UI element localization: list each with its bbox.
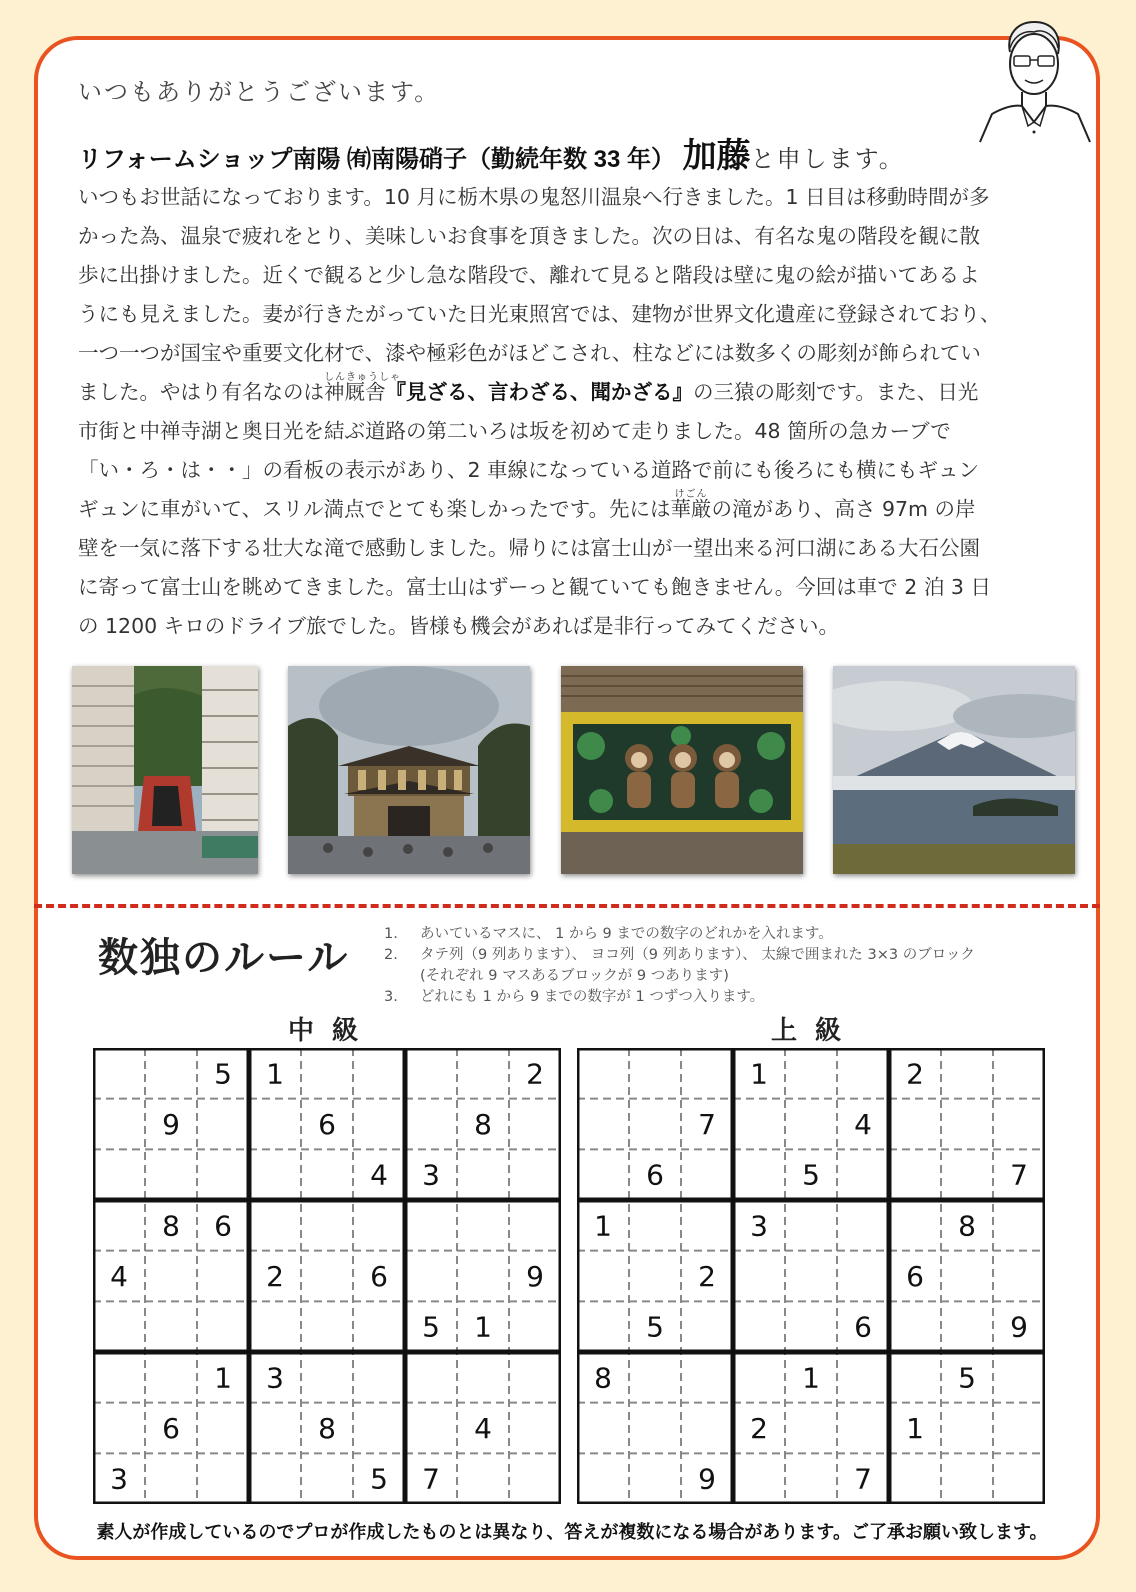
sudoku-given-digit: 6 (854, 1310, 872, 1344)
sudoku-given-digit: 6 (162, 1412, 180, 1445)
article-text-segment: ました。やはり有名なのは (78, 380, 324, 404)
sudoku-given-digit: 4 (854, 1108, 872, 1141)
ruby-shinkyusha (324, 372, 401, 404)
article-text-segment: の滝があり、高さ 97m の岸 (711, 497, 976, 521)
sudoku-given-digit: 1 (214, 1361, 232, 1395)
onigaidan-photo (72, 666, 258, 874)
rule-item: 3. どれにも 1 から 9 までの数字が 1 つずつ入ります。 (384, 989, 765, 1005)
sudoku-given-digit: 6 (906, 1260, 924, 1293)
sudoku-given-digit: 6 (214, 1209, 232, 1243)
article-line: 市街と中禅寺湖と奥日光を結ぶ道路の第二いろは坂を初めて走りました。48 箇所の急カーブで (78, 419, 951, 443)
sudoku-given-digit: 6 (646, 1158, 664, 1192)
sudoku-given-digit: 5 (214, 1057, 232, 1091)
article-line (78, 490, 1074, 529)
rule-item: 2. タテ列（9 列あります）、 ヨコ列（9 列あります）、 太線で囲まれた 3×3 のブロック (384, 947, 975, 963)
sudoku-given-digit: 9 (698, 1462, 716, 1496)
sudoku-given-digit: 3 (266, 1361, 284, 1395)
sudoku-given-digit: 1 (802, 1361, 820, 1395)
article-text-segment: ギュンに車がいて、スリル満点でとても楽しかったです。先には (78, 497, 671, 521)
article-line: 歩に出掛けました。近くで観ると少し急な階段で、離れて見ると階段は壁に鬼の絵が描いてあるよ (78, 263, 980, 287)
sudoku-given-digit: 9 (1010, 1310, 1028, 1344)
sudoku-given-digit: 3 (110, 1462, 128, 1496)
sudoku-grid-advanced[interactable] (577, 1048, 1045, 1504)
greeting: いつもありがとうございます。 (78, 78, 441, 106)
sudoku-given-digit: 4 (370, 1158, 388, 1192)
sudoku-given-digit: 1 (750, 1057, 768, 1091)
article-line: かった為、温泉で疲れをとり、美味しいお食事を頂きました。次の日は、有名な鬼の階段を観に散 (78, 224, 980, 248)
sudoku-given-digit: 4 (474, 1412, 492, 1445)
sudoku-given-digit: 3 (750, 1209, 768, 1243)
author-portrait-illustration (970, 14, 1100, 144)
sudoku-given-digit: 2 (750, 1412, 768, 1445)
article-text (78, 178, 1074, 646)
ruby-text: しんきゅうしゃ (324, 372, 401, 383)
toshogu-gate-photo (288, 666, 530, 874)
rule-item: 1. あいているマスに、 1 から 9 までの数字のどれかを入れます。 (384, 926, 833, 942)
sudoku-given-digit: 8 (318, 1412, 336, 1445)
footer-note: 素人が作成しているのでプロが作成したものとは異なり、答えが複数になる場合があります。ご了承お願い致します。 (96, 1522, 1048, 1543)
three-monkeys-phrase: 『見ざる、言わざる、聞かざる』 (385, 380, 693, 404)
intro-suffix: と申します。 (750, 145, 905, 173)
sudoku-given-digit: 6 (318, 1108, 336, 1141)
sudoku-grid-intermediate[interactable] (93, 1048, 561, 1504)
sudoku-given-digit: 2 (906, 1057, 924, 1091)
sudoku-given-digit: 5 (646, 1310, 664, 1344)
level-label-intermediate: 中級 (288, 1016, 377, 1046)
sudoku-given-digit: 5 (422, 1310, 440, 1344)
sudoku-given-digit: 1 (594, 1209, 612, 1243)
sudoku-given-digit: 5 (370, 1462, 388, 1496)
article-text-segment: の三猿の彫刻です。また、日光 (693, 380, 979, 404)
article-line: 一つ一つが国宝や重要文化材で、漆や極彩色がほどこされ、柱などには数多くの彫刻が飾られてい (78, 341, 981, 365)
sudoku-given-digit: 6 (370, 1260, 388, 1293)
sudoku-given-digit: 8 (162, 1209, 180, 1243)
sudoku-given-digit: 5 (802, 1158, 820, 1192)
article-line: の 1200 キロのドライブ旅でした。皆様も機会があれば是非行ってみてください。 (78, 614, 839, 638)
sudoku-given-digit: 8 (958, 1209, 976, 1243)
sudoku-given-digit: 1 (906, 1412, 924, 1445)
sudoku-given-digit: 9 (162, 1108, 180, 1141)
mount-fuji-photo (833, 666, 1075, 874)
sudoku-given-digit: 1 (266, 1057, 284, 1091)
ruby-kegon (670, 489, 712, 521)
sudoku-given-digit: 8 (594, 1361, 612, 1395)
sudoku-given-digit: 2 (266, 1260, 284, 1293)
ruby-text: けごん (674, 489, 708, 500)
article-line: うにも見えました。妻が行きたがっていた日光東照宮では、建物が世界文化遺産に登録されており、 (78, 302, 1001, 326)
rule-item-continued: (それぞれ 9 マスあるブロックが 9 つあります) (420, 968, 729, 984)
article-line: に寄って富士山を眺めてきました。富士山はずーっと観ていても飽きません。今回は車で 2 泊 3 日 (78, 575, 991, 599)
article-line: 壁を一気に落下する壮大な滝で感動しました。帰りには富士山が一望出来る河口湖にある大石公園 (78, 536, 980, 560)
ruby-base: 神厩舎 (324, 380, 386, 404)
sudoku-given-digit: 1 (474, 1310, 492, 1344)
sudoku-given-digit: 2 (526, 1057, 544, 1091)
article-line: いつもお世話になっております。10 月に栃木県の鬼怒川温泉へ行きました。1 日目は移動時間が多 (78, 185, 990, 209)
article-line: 「い・ろ・は・・」の看板の表示があり、2 車線になっている道路で前にも後ろにも横にもギュン (78, 458, 980, 482)
ruby-base: 華厳 (670, 497, 712, 521)
section-divider (34, 904, 1100, 908)
sudoku-rules (384, 924, 975, 1008)
sudoku-given-digit: 7 (698, 1108, 716, 1141)
sudoku-given-digit: 9 (526, 1260, 544, 1293)
sudoku-given-digit: 2 (698, 1260, 716, 1293)
sudoku-given-digit: 7 (1010, 1158, 1028, 1192)
sudoku-given-digit: 7 (422, 1462, 440, 1496)
sudoku-rules-title: 数独のルール (98, 935, 350, 981)
sudoku-given-digit: 4 (110, 1260, 128, 1293)
company-name: リフォームショップ南陽 ㈲南陽硝子（勤続年数 33 年） (78, 146, 676, 173)
three-monkeys-photo (561, 666, 803, 874)
sudoku-given-digit: 8 (474, 1108, 492, 1141)
article-line (78, 373, 1074, 412)
author-intro (78, 128, 905, 177)
sudoku-given-digit: 7 (854, 1462, 872, 1496)
sudoku-given-digit: 5 (958, 1361, 976, 1395)
author-name: 加藤 (682, 136, 751, 176)
sudoku-given-digit: 3 (422, 1158, 440, 1192)
level-label-advanced: 上級 (771, 1016, 860, 1046)
